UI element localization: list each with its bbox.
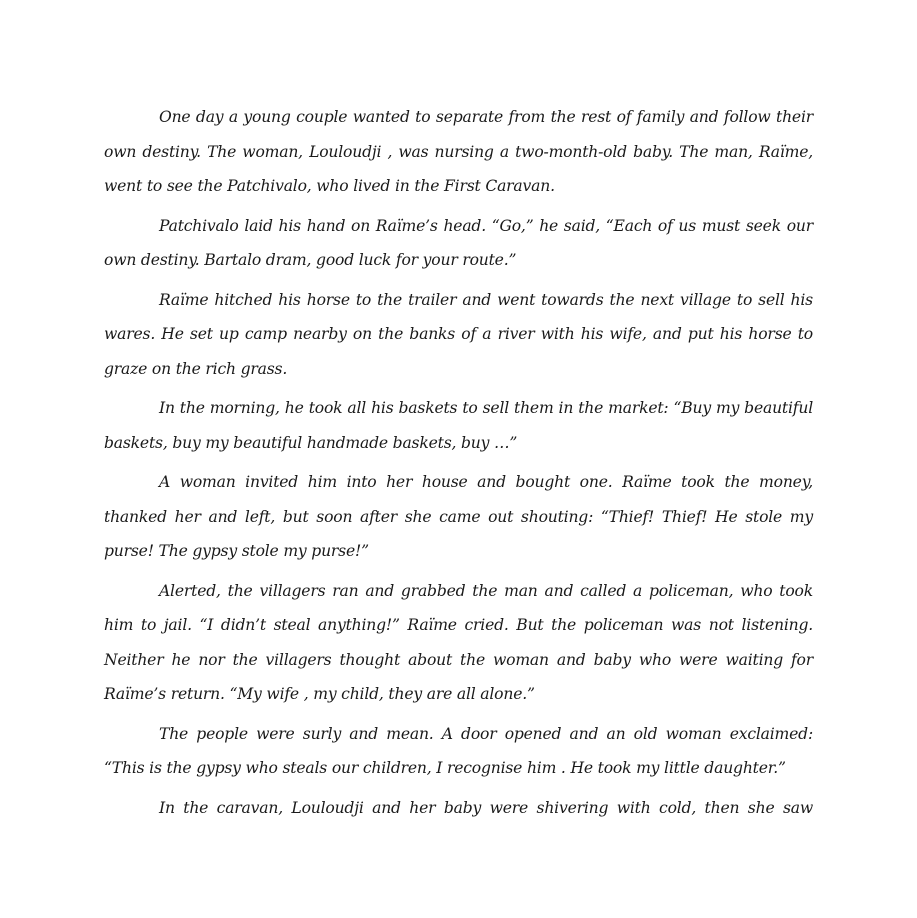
paragraph-2-emphasis: Bartalo dram [204, 251, 307, 269]
paragraph-4: In the morning, he took all his baskets to sell them in the market: “Buy my beautiful baskets, buy my beautiful handmade baskets, buy …” [104, 399, 813, 452]
paragraph-7: The people were surly and mean. A door opened and an old woman exclaimed: “This is the gypsy who steals our children, I recognise him . He took my little daughter.” [104, 724, 813, 777]
paragraph-2-after: , good luck for your route.” [306, 251, 517, 269]
paragraph-2-before: Patchivalo laid his hand on Raïme’s head. “Go,” he said, “Each of us must seek our own destiny. [104, 216, 813, 269]
paragraph-8: In the caravan, Louloudji and her baby were shivering with cold, then she saw [159, 798, 813, 817]
paragraph-2 [104, 209, 813, 278]
story-page [104, 100, 813, 830]
paragraph-1: One day a young couple wanted to separate from the rest of family and follow their own destiny. The woman, Louloudji , was nursing a two-month-old baby. The man, Raïme, went to see the Patchivalo, who lived in the First Caravan. [104, 108, 813, 195]
paragraph-6: Alerted, the villagers ran and grabbed the man and called a policeman, who took him to jail. “I didn’t steal anything!” Raïme cried. But the policeman was not listening. Neither he nor the villagers thought about the woman and baby who were waiting for Raïme’s return. “My wife , my child, they are all alone.” [104, 581, 813, 703]
paragraph-5: A woman invited him into her house and bought one. Raïme took the money, thanked her and left, but soon after she came out shouting: “Thief! Thief! He stole my purse! The gypsy stole my purse!” [104, 473, 813, 560]
paragraph-3: Raïme hitched his horse to the trailer and went towards the next village to sell his wares. He set up camp nearby on the banks of a river with his wife, and put his horse to graze on the rich grass. [104, 290, 813, 378]
